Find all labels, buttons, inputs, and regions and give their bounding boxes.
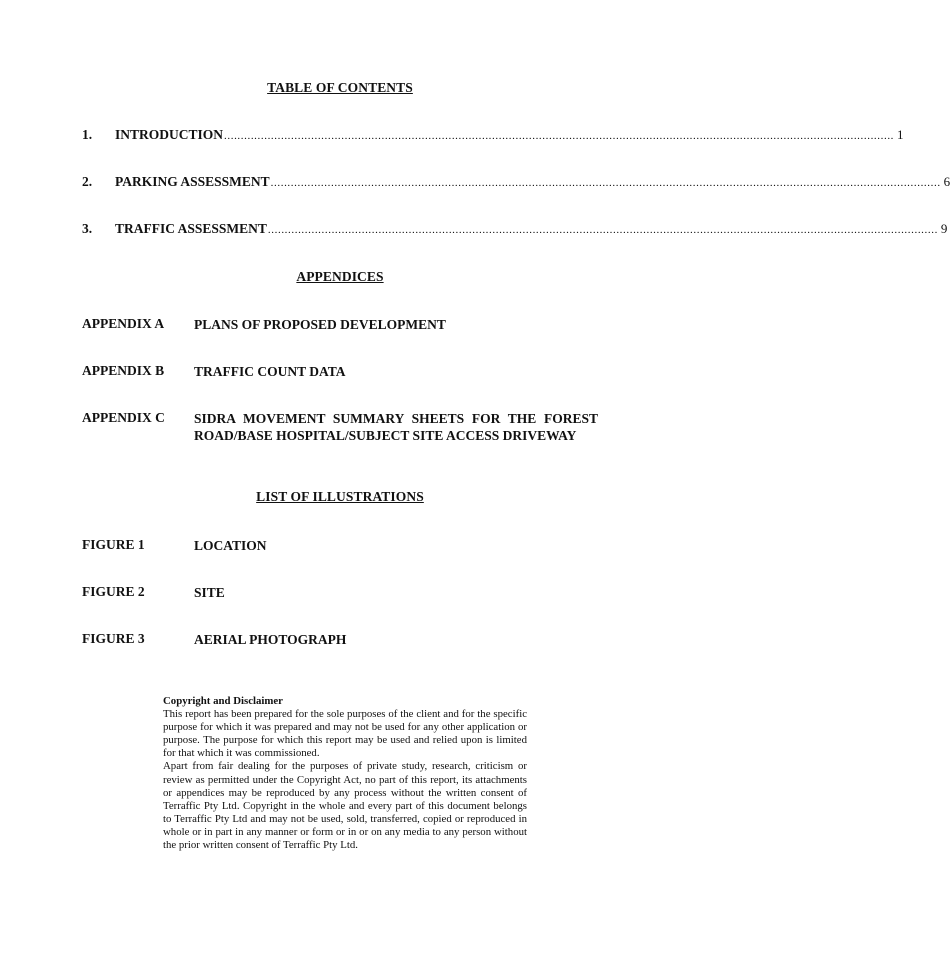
disclaimer-title: Copyright and Disclaimer (163, 695, 283, 707)
appendices-heading: APPENDICES (296, 269, 384, 284)
figure-entry (82, 584, 598, 601)
appendix-label: APPENDIX B (82, 363, 165, 378)
appendix-entry (82, 410, 598, 444)
appendix-label: APPENDIX A (82, 316, 165, 331)
toc-leader-dots: ........................................................................................................................................................................................................ (267, 224, 938, 236)
figure-title: AERIAL PHOTOGRAPH (194, 632, 347, 647)
toc-entry-title: INTRODUCTION (115, 127, 224, 142)
appendix-entry (82, 363, 598, 380)
toc-leader-dots: ........................................................................................................................................................................................................ (270, 177, 941, 189)
toc-entry-title: TRAFFIC ASSESSMENT (115, 221, 267, 236)
appendix-title: TRAFFIC COUNT DATA (194, 364, 346, 379)
figure-title: LOCATION (194, 538, 267, 553)
appendix-entry (82, 316, 598, 333)
toc-entry-title: PARKING ASSESSMENT (115, 174, 270, 189)
toc-leader-dots: ........................................................................................................................................................................................................ (224, 130, 895, 142)
toc-entry[interactable] (82, 221, 948, 239)
figure-entry (82, 631, 598, 648)
appendix-label: APPENDIX C (82, 410, 165, 425)
toc-heading: TABLE OF CONTENTS (267, 80, 413, 95)
disclaimer-paragraph: Apart from fair dealing for the purposes of private study, research, criticism or review as permitted under the Copyright Act, no part of this report, its attachments or appendices may be reproduced by any process without the written consent of Terraffic Pty Ltd. Copyright in the whole and every part of this document belongs to Terraffic Pty Ltd and may not be used, sold, transferred, copied or reproduced in whole or in part in any manner or form or in or on any media to any person without the prior written consent of Terraffic Pty Ltd. (163, 760, 527, 852)
toc-entry[interactable] (82, 127, 904, 145)
figure-entry (82, 537, 598, 554)
copyright-disclaimer (163, 695, 527, 852)
appendix-title: SIDRA MOVEMENT SUMMARY SHEETS FOR THE FOREST ROAD/BASE HOSPITAL/SUBJECT SITE ACCESS DRIVEWAY (194, 411, 598, 443)
illustrations-heading: LIST OF ILLUSTRATIONS (256, 489, 424, 504)
toc-entry-page: 9 (940, 221, 948, 236)
toc-entry-number: 2. (82, 174, 93, 189)
appendix-title: PLANS OF PROPOSED DEVELOPMENT (194, 317, 446, 332)
toc-entry-page: 1 (897, 127, 904, 142)
toc-entry[interactable] (82, 174, 950, 192)
figure-label: FIGURE 3 (82, 631, 145, 646)
disclaimer-paragraph: This report has been prepared for the sole purposes of the client and for the specific purpose for which it was prepared and may not be used for any other application or purpose. The purpose for which this report may be used and relied upon is limited for that which it was commissioned. (163, 708, 527, 760)
toc-entry-number: 1. (82, 127, 93, 142)
toc-entry-number: 3. (82, 221, 93, 236)
toc-entry-page: 6 (943, 174, 950, 189)
figure-label: FIGURE 2 (82, 584, 145, 599)
figure-title: SITE (194, 585, 225, 600)
figure-label: FIGURE 1 (82, 537, 145, 552)
